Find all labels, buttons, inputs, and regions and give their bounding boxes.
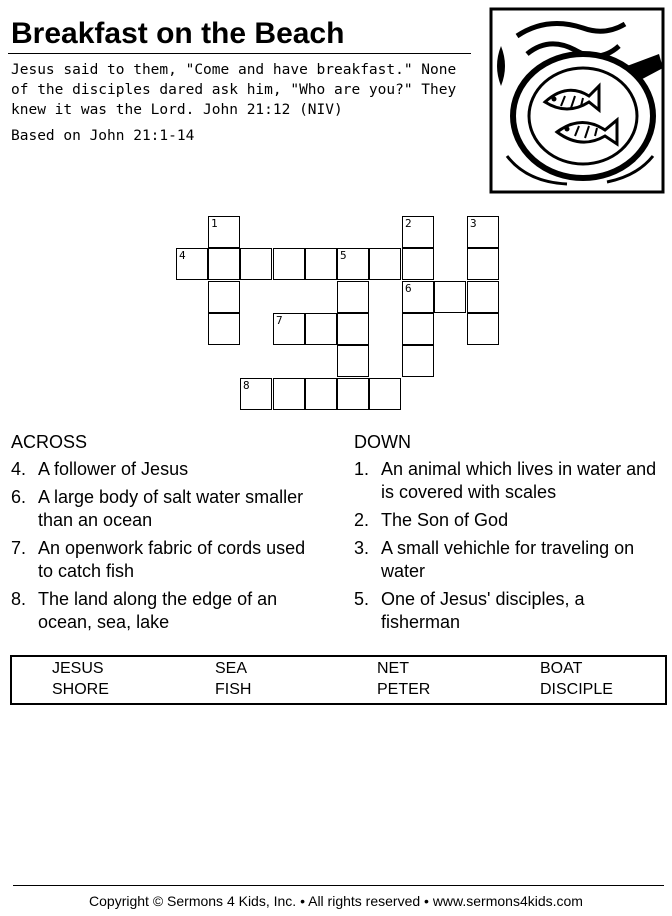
clue-text: A large body of salt water smaller than an ocean	[38, 487, 304, 530]
clue-text: One of Jesus' disciples, a fisherman	[381, 589, 585, 632]
clue-number: 1	[211, 217, 218, 230]
crossword-cell[interactable]	[402, 248, 434, 280]
word-bank-item: DISCIPLE	[540, 681, 613, 698]
word-bank-item: BOAT	[540, 660, 583, 677]
crossword-cell[interactable]	[240, 378, 272, 410]
crossword-cell[interactable]	[305, 313, 337, 345]
clue-text: The land along the edge of an ocean, sea, lake	[38, 589, 278, 632]
clue-number: 3	[470, 217, 477, 230]
clue-number: 2.	[354, 510, 370, 530]
crossword-cell[interactable]	[273, 248, 305, 280]
clue-number: 8.	[11, 589, 27, 609]
crossword-cell[interactable]	[467, 281, 499, 313]
down-clue	[354, 509, 666, 532]
word-bank	[10, 655, 667, 705]
crossword-cell[interactable]	[305, 248, 337, 280]
word-bank-item: SEA	[215, 660, 248, 677]
crossword-cell[interactable]	[337, 313, 369, 345]
crossword-cell[interactable]	[337, 378, 369, 410]
crossword-cell[interactable]	[337, 345, 369, 377]
clue-number: 2	[405, 217, 412, 230]
clue-text: A follower of Jesus	[38, 459, 189, 479]
across-clue	[11, 537, 311, 583]
crossword-cell[interactable]	[467, 216, 499, 248]
crossword-cell[interactable]	[467, 248, 499, 280]
across-clue	[11, 588, 311, 634]
word-bank-item: FISH	[215, 681, 252, 698]
crossword-cell[interactable]	[337, 281, 369, 313]
down-clue	[354, 588, 666, 634]
clue-number: 7	[276, 314, 283, 327]
crossword-cell[interactable]	[273, 313, 305, 345]
down-clue-list	[354, 458, 666, 639]
word-bank-item: JESUS	[52, 660, 104, 677]
crossword-cell[interactable]	[176, 248, 208, 280]
crossword-cell[interactable]	[369, 378, 401, 410]
across-clue	[11, 486, 311, 532]
clue-number: 7.	[11, 538, 27, 558]
clue-number: 5.	[354, 589, 370, 609]
crossword-cell[interactable]	[402, 345, 434, 377]
crossword-cell[interactable]	[240, 248, 272, 280]
frying-pan-fish-illustration	[487, 6, 667, 196]
word-bank-item: SHORE	[52, 681, 109, 698]
clue-number: 8	[243, 379, 250, 392]
crossword-cell[interactable]	[369, 248, 401, 280]
crossword-cell[interactable]	[208, 248, 240, 280]
down-clue	[354, 458, 666, 504]
copyright-footer: Copyright © Sermons 4 Kids, Inc. • All rights reserved • www.sermons4kids.com	[89, 893, 583, 909]
crossword-cell[interactable]	[273, 378, 305, 410]
down-clue	[354, 537, 666, 583]
across-heading: ACROSS	[11, 432, 88, 452]
crossword-cell[interactable]	[434, 281, 466, 313]
crossword-cell[interactable]	[467, 313, 499, 345]
down-heading: DOWN	[354, 432, 411, 452]
across-clue	[11, 458, 311, 481]
clue-number: 6.	[11, 487, 27, 507]
clue-number: 5	[340, 249, 347, 262]
clue-number: 3.	[354, 538, 370, 558]
scripture-reference: Based on John 21:1-14	[11, 128, 195, 144]
crossword-cell[interactable]	[402, 281, 434, 313]
crossword-cell[interactable]	[402, 216, 434, 248]
crossword-cell[interactable]	[305, 378, 337, 410]
crossword-cell[interactable]	[208, 281, 240, 313]
worksheet-title: Breakfast on the Beach	[11, 17, 345, 50]
crossword-cell[interactable]	[402, 313, 434, 345]
crossword-cell[interactable]	[337, 248, 369, 280]
bible-verse: Jesus said to them, "Come and have breakfast." None of the disciples dared ask him, "Who are you?" They knew it was the Lord. John 21:12 (NIV)	[11, 62, 457, 118]
across-clue-list	[11, 458, 311, 639]
crossword-cell[interactable]	[208, 313, 240, 345]
clue-text: An openwork fabric of cords used to catch fish	[38, 538, 306, 581]
word-bank-item: PETER	[377, 681, 431, 698]
clue-number: 6	[405, 282, 412, 295]
clue-number: 1.	[354, 459, 370, 479]
word-bank-item: NET	[377, 660, 409, 677]
clue-text: An animal which lives in water and is covered with scales	[381, 459, 657, 502]
footer-divider	[13, 885, 664, 886]
clue-text: A small vehichle for traveling on water	[381, 538, 635, 581]
title-divider	[8, 53, 471, 54]
clue-text: The Son of God	[381, 510, 509, 530]
clue-number: 4	[179, 249, 186, 262]
crossword-cell[interactable]	[208, 216, 240, 248]
clue-number: 4.	[11, 459, 27, 479]
